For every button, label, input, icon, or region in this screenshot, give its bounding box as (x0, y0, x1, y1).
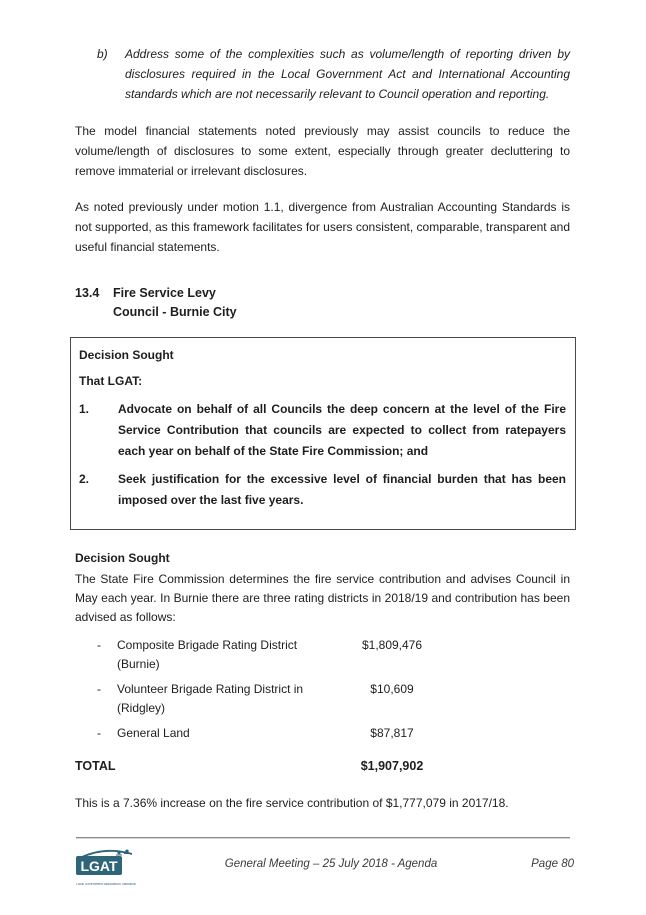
decision-box-item-2-text: Seek justification for the excessive level of financial burden that has been imposed over the last five years. (118, 472, 566, 507)
total-label: TOTAL (75, 759, 116, 773)
decision-section-body: The State Fire Commission determines the fire service contribution and advises Council in May each year. In Burnie there are three rating districts in 2018/19 and contribution has been advised as follows: (75, 572, 570, 624)
lgat-logo-icon (76, 849, 138, 877)
increase-note: This is a 7.36% increase on the fire service contribution of $1,777,079 in 2017/18. (75, 796, 509, 810)
rate-label: Volunteer Brigade Rating District in (Ridgley) (117, 682, 304, 715)
rate-amount: $1,809,476 (361, 638, 423, 652)
list-item-b-text: Address some of the complexities such as volume/length of reporting driven by disclosures required in the Local Government Act and International Accounting standards which are not necessarily relevant to Council operation and reporting. (125, 47, 570, 101)
page-content (75, 0, 570, 813)
list-item-b-marker: b) (97, 47, 108, 61)
footer-page-number: Page 80 (531, 858, 574, 870)
footer-meeting-title: General Meeting – 25 July 2018 - Agenda (224, 858, 438, 870)
total-row (75, 757, 570, 776)
rate-row-general-land (97, 724, 570, 743)
rate-amount: $87,817 (370, 726, 414, 740)
rate-amount: $10,609 (370, 682, 414, 696)
rate-row-dash: - (97, 682, 101, 696)
lgat-logo-text: LGAT (80, 858, 118, 874)
section-heading (75, 284, 570, 322)
footer-rule (76, 837, 570, 839)
total-amount: $1,907,902 (360, 759, 424, 773)
decision-box-item-1-marker: 1. (79, 402, 90, 416)
decision-box-item-1 (79, 399, 566, 462)
rate-label: Composite Brigade Rating District (Burnie) (117, 638, 298, 671)
decision-box-item-2-marker: 2. (79, 472, 90, 486)
rate-row-dash: - (97, 638, 101, 652)
list-item-b (75, 44, 570, 104)
section-subtitle: Council - Burnie City (113, 305, 237, 319)
footer (76, 849, 574, 889)
decision-box-item-1-text: Advocate on behalf of all Councils the deep concern at the level of the Fire Service Contribution that councils are expected to collect from ratepayers each year on behalf of the State Fire Commission; and (118, 402, 566, 458)
lgat-logo (76, 849, 148, 889)
rate-row-volunteer (97, 680, 570, 718)
rate-row-composite (97, 636, 570, 674)
rate-label: General Land (117, 726, 190, 740)
section-number: 13.4 (75, 286, 100, 300)
decision-sought-box (70, 337, 576, 530)
decision-box-item-2 (79, 469, 566, 511)
decision-box-intro: That LGAT: (79, 374, 143, 388)
paragraph-model-statements: The model financial statements noted previously may assist councils to reduce the volume/length of disclosures to some extent, especially through greater decluttering to remove immaterial or irrelevant disclosures. (75, 124, 570, 178)
lgat-logo-caption: Local Government Association Tasmania (76, 883, 136, 887)
rate-row-dash: - (97, 726, 101, 740)
decision-section-heading: Decision Sought (75, 551, 170, 565)
section-title: Fire Service Levy (113, 286, 216, 300)
section-titles (113, 284, 237, 322)
rate-list (75, 636, 570, 743)
paragraph-motion-divergence: As noted previously under motion 1.1, divergence from Australian Accounting Standards is not supported, as this framework facilitates for users consistent, comparable, transparent and useful financial statements. (75, 200, 570, 254)
decision-box-heading: Decision Sought (79, 348, 174, 362)
